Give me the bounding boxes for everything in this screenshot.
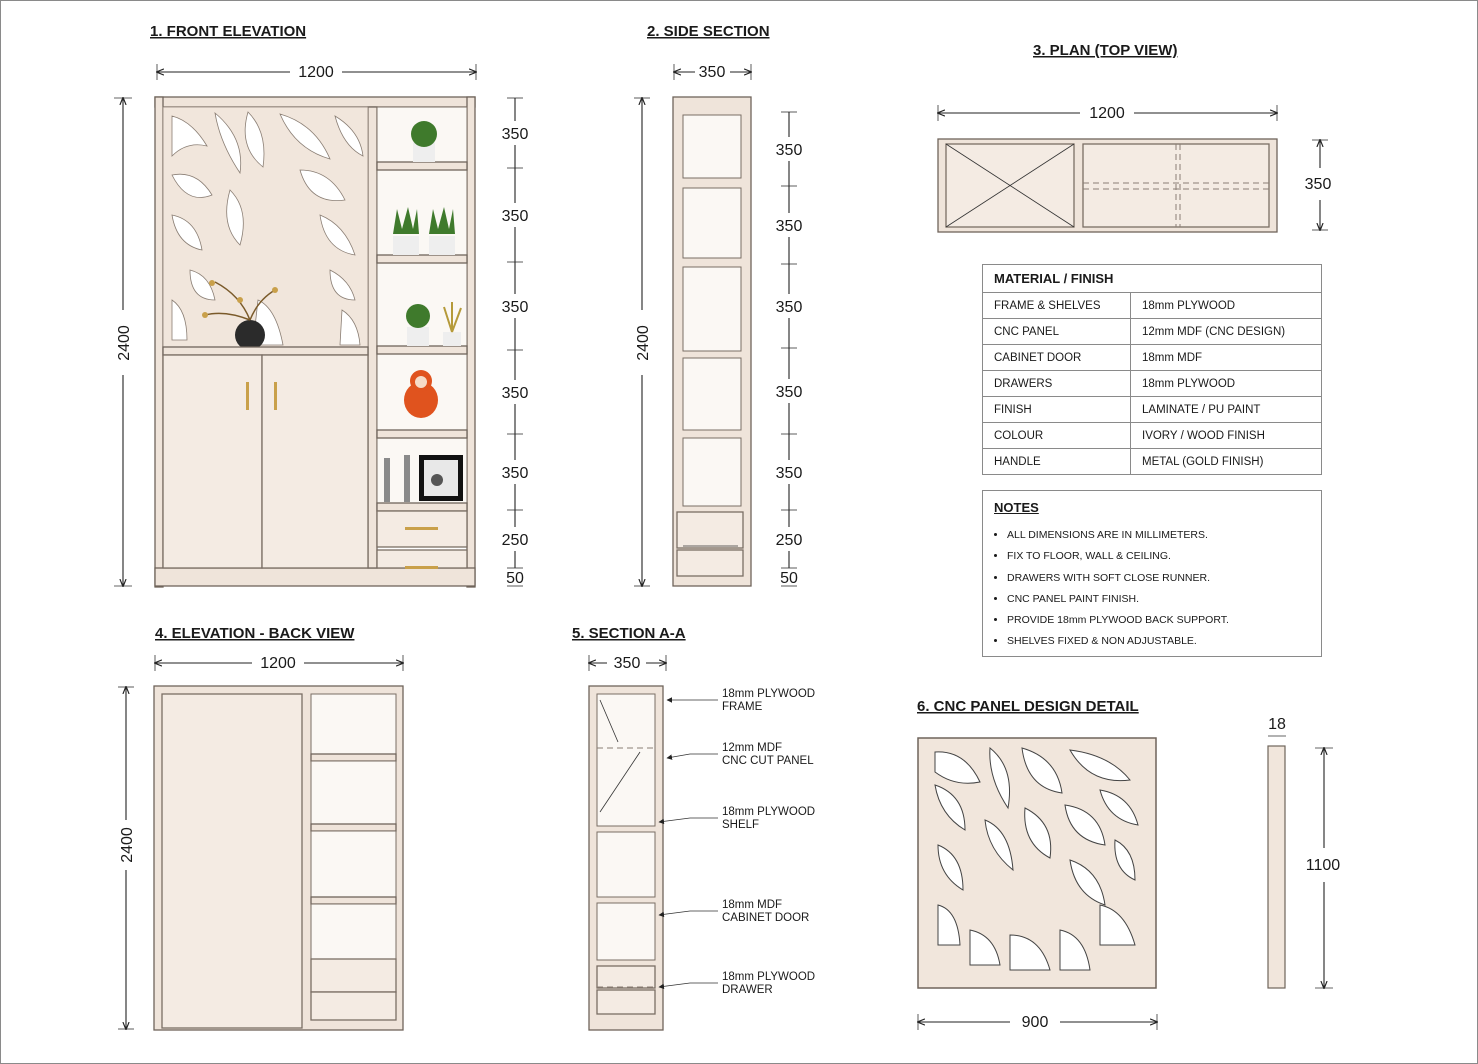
door-handle-right: [274, 382, 277, 410]
material-row: [983, 423, 1322, 449]
side-shelf-dim-5: 250: [775, 532, 803, 549]
note-item: • FIX TO FLOOR, WALL & CEILING.: [1007, 546, 1229, 567]
front-elevation-title: 1. FRONT ELEVATION: [150, 23, 307, 40]
material-row: [983, 371, 1322, 397]
front-shelf-dim-1: 350: [501, 208, 529, 225]
callout-label-1-0: 12mm MDF: [722, 742, 783, 754]
plan-width-dim: 1200: [1089, 105, 1125, 122]
side-depth-dim: 350: [698, 64, 726, 81]
cnc-thickness-dim: 18: [1268, 716, 1286, 733]
door-handle-left: [246, 382, 249, 410]
back-elevation: [118, 625, 403, 1030]
cnc-height-dim: 1100: [1305, 857, 1341, 874]
material-item: COLOUR: [983, 423, 1131, 449]
material-spec: 12mm MDF (CNC DESIGN): [1131, 319, 1322, 345]
note-item: • PROVIDE 18mm PLYWOOD BACK SUPPORT.: [1007, 610, 1229, 631]
plan-title: 3. PLAN (TOP VIEW): [1033, 42, 1178, 59]
section-a-a: [572, 625, 815, 1030]
material-item: DRAWERS: [983, 371, 1131, 397]
front-shelf-dims: [502, 98, 529, 587]
material-finish-table: [982, 264, 1322, 475]
material-row: [983, 319, 1322, 345]
front-shelf-dim-6: 50: [506, 570, 524, 587]
callout-leader-4: [659, 983, 718, 987]
material-table-header: MATERIAL / FINISH: [983, 265, 1322, 293]
side-section: [634, 23, 802, 587]
callout-label-0-1: FRAME: [722, 701, 763, 713]
callout-label-0-0: 18mm PLYWOOD: [722, 688, 816, 700]
callout-label-4-1: DRAWER: [722, 984, 773, 996]
back-width-dim: 1200: [260, 655, 296, 672]
material-row: [983, 345, 1322, 371]
note-item: • SHELVES FIXED & NON ADJUSTABLE.: [1007, 631, 1229, 652]
side-shelf-dim-2: 350: [775, 299, 803, 316]
front-shelf-dim-2: 350: [501, 299, 529, 316]
front-shelf-dim-5: 250: [501, 532, 529, 549]
callout-label-2-0: 18mm PLYWOOD: [722, 806, 816, 818]
callout-label-1-1: CNC CUT PANEL: [722, 755, 814, 767]
material-table-body: [983, 293, 1322, 475]
front-shelf-dim-3: 350: [501, 385, 529, 402]
material-item: CNC PANEL: [983, 319, 1131, 345]
side-shelf-dim-0: 350: [775, 142, 803, 159]
front-elevation: [114, 23, 528, 587]
callout-label-4-0: 18mm PLYWOOD: [722, 971, 816, 983]
front-width-dim: 1200: [298, 64, 334, 81]
cnc-width-dim: 900: [1021, 1014, 1049, 1031]
material-spec: 18mm MDF: [1131, 345, 1322, 371]
material-row: [983, 397, 1322, 423]
front-shelf-dim-0: 350: [501, 126, 529, 143]
note-item: • ALL DIMENSIONS ARE IN MILLIMETERS.: [1007, 525, 1229, 546]
side-shelf-dim-3: 350: [775, 384, 803, 401]
material-item: FINISH: [983, 397, 1131, 423]
callout-label-3-0: 18mm MDF: [722, 899, 783, 911]
side-shelf-dim-4: 350: [775, 465, 803, 482]
plan-view: [938, 42, 1331, 232]
notes-box: [982, 490, 1322, 657]
material-spec: METAL (GOLD FINISH): [1131, 449, 1322, 475]
note-item: • DRAWERS WITH SOFT CLOSE RUNNER.: [1007, 568, 1229, 589]
back-height-dim: 2400: [119, 827, 136, 863]
plan-depth-dim: 350: [1304, 176, 1332, 193]
back-elevation-title: 4. ELEVATION - BACK VIEW: [155, 625, 355, 642]
side-shelf-dims: [776, 112, 803, 587]
material-item: FRAME & SHELVES: [983, 293, 1131, 319]
material-item: HANDLE: [983, 449, 1131, 475]
material-row: [983, 449, 1322, 475]
notes-list: [983, 525, 1229, 653]
cnc-panel-detail: [917, 698, 1340, 1031]
material-spec: LAMINATE / PU PAINT: [1131, 397, 1322, 423]
side-shelf-dim-1: 350: [775, 218, 803, 235]
callout-label-3-1: CABINET DOOR: [722, 912, 810, 924]
front-height-dim: 2400: [116, 325, 133, 361]
notes-header: NOTES: [994, 500, 1039, 515]
section-title: 5. SECTION A-A: [572, 625, 686, 642]
section-depth-dim: 350: [613, 655, 641, 672]
side-height-dim: 2400: [635, 325, 652, 361]
side-section-title: 2. SIDE SECTION: [647, 23, 770, 40]
callout-leader-2: [659, 818, 718, 822]
material-row: [983, 293, 1322, 319]
note-item: • CNC PANEL PAINT FINISH.: [1007, 589, 1229, 610]
callout-leader-1: [667, 754, 718, 758]
section-callouts: [659, 688, 815, 996]
front-shelf-dim-4: 350: [501, 465, 529, 482]
material-item: CABINET DOOR: [983, 345, 1131, 371]
callout-leader-3: [659, 911, 718, 915]
material-spec: IVORY / WOOD FINISH: [1131, 423, 1322, 449]
material-spec: 18mm PLYWOOD: [1131, 371, 1322, 397]
material-spec: 18mm PLYWOOD: [1131, 293, 1322, 319]
cnc-title: 6. CNC PANEL DESIGN DETAIL: [917, 698, 1139, 715]
side-shelf-dim-6: 50: [780, 570, 798, 587]
callout-label-2-1: SHELF: [722, 819, 760, 831]
